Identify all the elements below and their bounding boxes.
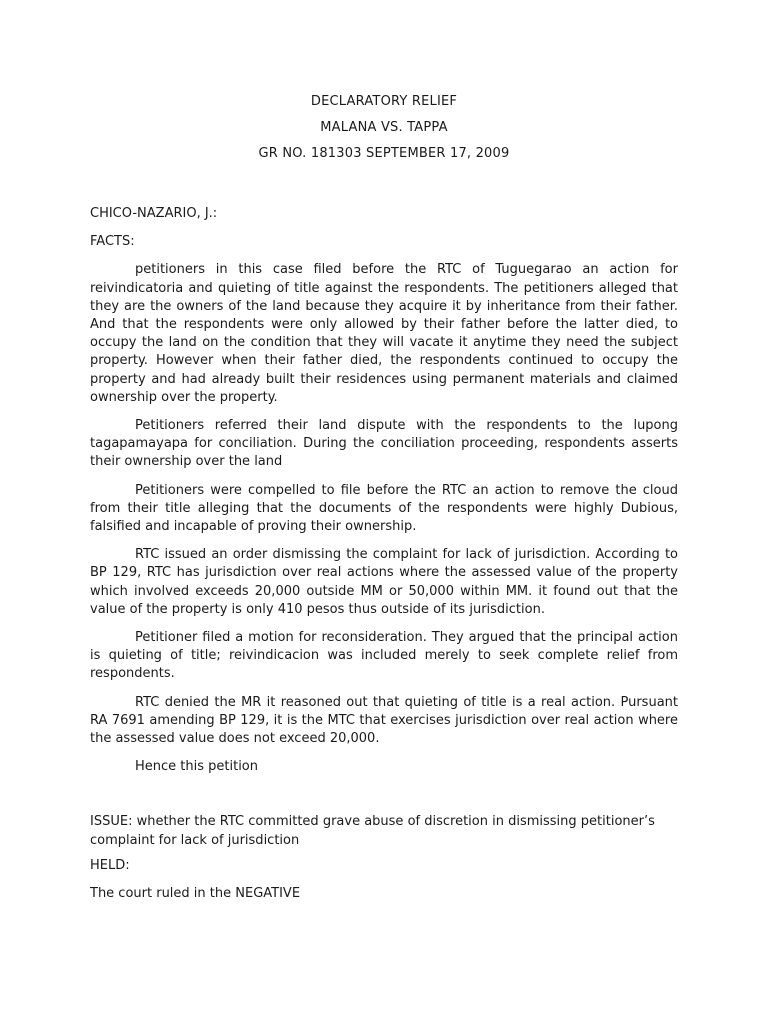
ponente-line: CHICO-NAZARIO, J.: — [90, 206, 218, 221]
hence-line: Hence this petition — [135, 759, 259, 775]
case-heading — [0, 94, 768, 172]
facts-paragraph: Petitioners referred their land dispute with the respondents to the lupong tagapamayapa for conciliation. During the conciliation proceeding, respondents asserts their ownership over the land — [90, 418, 678, 470]
facts-label: FACTS: — [90, 234, 135, 250]
facts-paragraph: RTC issued an order dismissing the complaint for lack of jurisdiction. According to BP 129, RTC has jurisdiction over real actions where the assessed value of the property which involved exceeds 20,000 outside MM or 50,000 within MM. it found out that the value of the property is only 410 pesos thus outside of its jurisdiction. — [90, 547, 678, 617]
held-label: HELD: — [90, 857, 130, 873]
case-title: MALANA VS. TAPPA — [320, 120, 448, 135]
issue-paragraph: ISSUE: whether the RTC committed grave abuse of discretion in dismissing petitioner’s complaint for lack of jurisdiction — [90, 814, 655, 848]
facts-paragraph: RTC denied the MR it reasoned out that quieting of title is a real action. Pursuant RA 7691 amending BP 129, it is the MTC that exercises jurisdiction over real action where the assessed value does not exceed 20,000. — [90, 694, 678, 747]
document-body — [90, 205, 678, 903]
facts-paragraph: Petitioners were compelled to file before the RTC an action to remove the cloud from their title alleging that the documents of the respondents were highly Dubious, falsified and incapable of proving their ownership. — [90, 482, 678, 535]
facts-paragraph: petitioners in this case filed before the RTC of Tuguegarao an action for reivindicatoria and quieting of title against the respondents. The petitioners alleged that they are the owners of the land because they acquire it by inheritance from their father. And that the respondents were only allowed by their father before the latter died, to occupy the land on the condition that they will vacate it anytime they need the subject property. However when their father died, the respondents continued to occupy the property and had already built their residences using permanent materials and claimed ownership over the property. — [90, 262, 678, 405]
case-category-title: DECLARATORY RELIEF — [310, 94, 458, 109]
facts-paragraph: Petitioner filed a motion for reconsideration. They argued that the principal action is quieting of title; reivindicacion was included merely to seek complete relief from respondents. — [90, 630, 678, 682]
case-number-date: GR NO. 181303 SEPTEMBER 17, 2009 — [258, 146, 510, 161]
ruling-line: The court ruled in the NEGATIVE — [90, 886, 301, 902]
